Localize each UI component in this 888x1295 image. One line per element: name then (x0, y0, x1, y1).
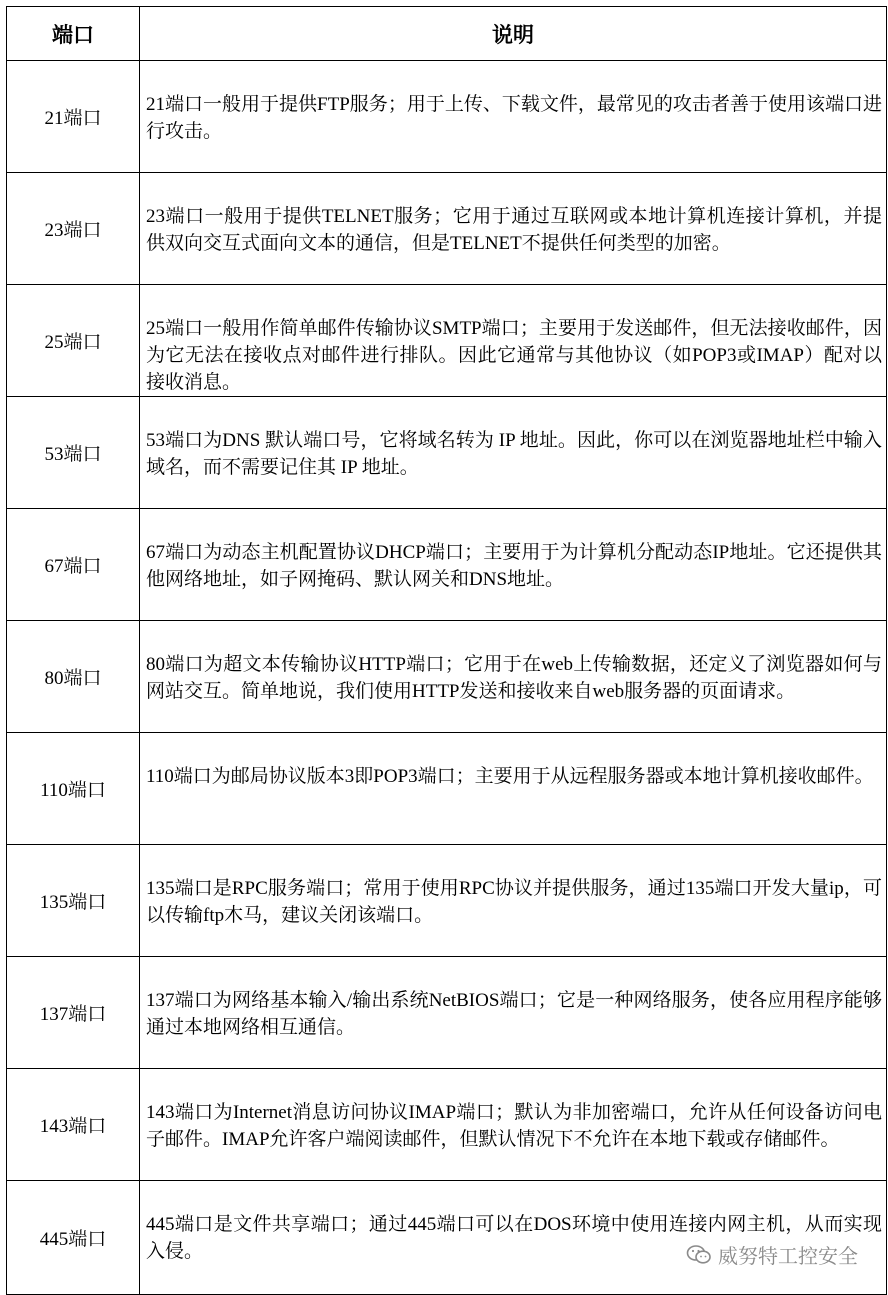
description-cell: 23端口一般用于提供TELNET服务；它用于通过互联网或本地计算机连接计算机，并提供双向交互式面向文本的通信，但是TELNET不提供任何类型的加密。 (140, 173, 887, 285)
table-row (7, 845, 887, 957)
table-row (7, 61, 887, 173)
wechat-icon (686, 1244, 712, 1266)
table-row (7, 173, 887, 285)
header-port: 端口 (7, 7, 140, 61)
description-cell: 135端口是RPC服务端口；常用于使用RPC协议并提供服务，通过135端口开发大量ip，可以传输ftp木马，建议关闭该端口。 (140, 845, 887, 957)
port-cell: 23端口 (7, 173, 140, 285)
table-row (7, 1069, 887, 1181)
table-header-row (7, 7, 887, 61)
description-cell: 445端口是文件共享端口；通过445端口可以在DOS环境中使用连接内网主机，从而实现入侵。 (140, 1181, 887, 1295)
port-cell: 80端口 (7, 621, 140, 733)
port-cell: 25端口 (7, 285, 140, 397)
table-row (7, 509, 887, 621)
description-cell: 21端口一般用于提供FTP服务；用于上传、下载文件，最常见的攻击者善于使用该端口进行攻击。 (140, 61, 887, 173)
table-row (7, 733, 887, 845)
description-cell: 80端口为超文本传输协议HTTP端口；它用于在web上传输数据，还定义了浏览器如何与网站交互。简单地说，我们使用HTTP发送和接收来自web服务器的页面请求。 (140, 621, 887, 733)
table-row (7, 285, 887, 397)
port-cell: 21端口 (7, 61, 140, 173)
description-cell: 110端口为邮局协议版本3即POP3端口；主要用于从远程服务器或本地计算机接收邮件。 (140, 733, 887, 845)
table-row (7, 621, 887, 733)
table-row (7, 957, 887, 1069)
port-cell: 67端口 (7, 509, 140, 621)
description-cell: 143端口为Internet消息访问协议IMAP端口；默认为非加密端口，允许从任何设备访问电子邮件。IMAP允许客户端阅读邮件，但默认情况下不允许在本地下载或存储邮件。 (140, 1069, 887, 1181)
port-cell: 53端口 (7, 397, 140, 509)
description-cell: 137端口为网络基本输入/输出系统NetBIOS端口；它是一种网络服务，使各应用程序能够通过本地网络相互通信。 (140, 957, 887, 1069)
port-cell: 137端口 (7, 957, 140, 1069)
description-cell: 53端口为DNS 默认端口号，它将域名转为 IP 地址。因此，你可以在浏览器地址栏中输入域名，而不需要记住其 IP 地址。 (140, 397, 887, 509)
port-cell: 135端口 (7, 845, 140, 957)
port-table (6, 6, 887, 1295)
description-cell: 25端口一般用作简单邮件传输协议SMTP端口；主要用于发送邮件，但无法接收邮件，因为它无法在接收点对邮件进行排队。因此它通常与其他协议（如POP3或IMAP）配对以接收消息。 (140, 285, 887, 397)
watermark-text: 威努特工控安全 (718, 1244, 858, 1268)
port-cell: 110端口 (7, 733, 140, 845)
port-cell: 445端口 (7, 1181, 140, 1295)
table-row (7, 397, 887, 509)
table-row (7, 1181, 887, 1295)
port-cell: 143端口 (7, 1069, 140, 1181)
watermark (686, 1240, 858, 1269)
header-description: 说明 (140, 7, 887, 61)
description-cell: 67端口为动态主机配置协议DHCP端口；主要用于为计算机分配动态IP地址。它还提供其他网络地址，如子网掩码、默认网关和DNS地址。 (140, 509, 887, 621)
